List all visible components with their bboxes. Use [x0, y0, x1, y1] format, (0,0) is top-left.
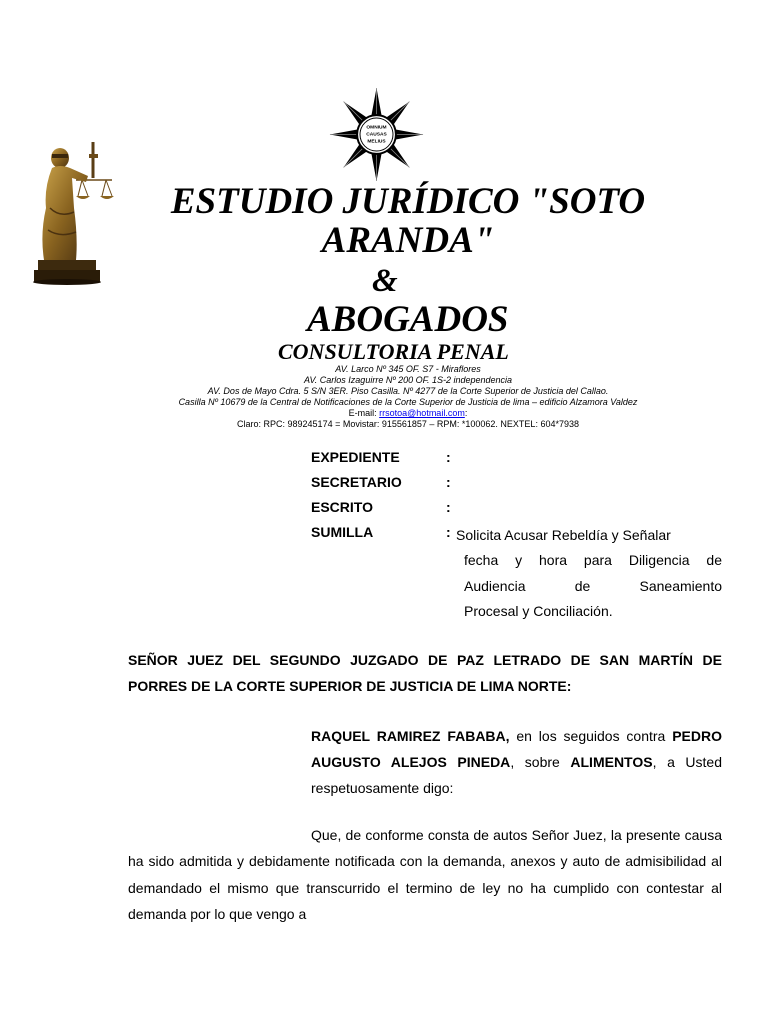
- address-line-1: AV. Larco Nº 345 OF. S7 - Miraflores: [335, 364, 481, 374]
- email-line: [0, 408, 768, 419]
- firm-title-ampersand: &: [372, 263, 398, 299]
- matter-name: ALIMENTOS: [570, 754, 653, 770]
- seal-word-1: OMNIUM: [366, 125, 387, 131]
- firm-title-line-3: ABOGADOS: [307, 299, 509, 340]
- seal-word-2: CAUSAS: [366, 132, 387, 138]
- defendant-name: PEDRO AUGUSTO ALEJOS PINEDA: [311, 728, 722, 770]
- star-seal-logo: [328, 86, 425, 183]
- body-paragraph: Que, de conforme consta de autos Señor Juez, la presente causa ha sido admitida y debidamente notificada con la demanda, anexos y auto de admisibilidad al demandado el mismo que transcurrido el termino de ley no ha cumplido con contestar al demanda por lo que vengo a: [128, 827, 722, 922]
- seal-word-3: MELIUS: [367, 139, 386, 145]
- escrito-colon: :: [446, 499, 451, 515]
- phone-line: Claro: RPC: 989245174 = Movistar: 915561857 – RPM: *100062. NEXTEL: 604*7938: [237, 419, 579, 429]
- address-line-2: AV. Carlos Izaguirre Nº 200 OF. 1S-2 independencia: [303, 375, 513, 385]
- email-label: E-mail:: [348, 408, 380, 418]
- address-line-4: Casilla Nº 10679 de la Central de Notificaciones de la Corte Superior de Justicia de lima – edificio Alzamora Valdez: [178, 397, 638, 407]
- secretario-label: SECRETARIO: [311, 474, 402, 490]
- sumilla-label: SUMILLA: [311, 524, 374, 540]
- escrito-label: ESCRITO: [311, 499, 373, 515]
- sumilla-line-4: Procesal y Conciliación.: [464, 602, 613, 619]
- email-suffix: :: [464, 408, 468, 418]
- sumilla-colon: :: [446, 524, 451, 540]
- firm-title-line-2: ARANDA": [321, 220, 495, 261]
- intro-paragraph: [311, 723, 722, 801]
- intro-text-2: , sobre: [510, 754, 571, 770]
- sumilla-text: [456, 523, 722, 624]
- expediente-colon: :: [446, 449, 451, 465]
- addressee-heading: SEÑOR JUEZ DEL SEGUNDO JUZGADO DE PAZ LETRADO DE SAN MARTÍN DE PORRES DE LA CORTE SUPERIOR DE JUSTICIA DE LIMA NORTE:: [128, 652, 722, 694]
- sumilla-line-1: Solicita Acusar Rebeldía y Señalar: [456, 527, 671, 543]
- firm-subtitle: CONSULTORIA PENAL: [278, 339, 509, 364]
- email-link[interactable]: rrsotoa@hotmail.com: [379, 408, 465, 418]
- sumilla-line-3: Audiencia de Saneamiento: [464, 577, 722, 594]
- intro-text-1: en los seguidos contra: [509, 728, 673, 744]
- address-line-3: AV. Dos de Mayo Cdra. 5 S/N 3ER. Piso Casilla. Nº 4277 de la Corte Superior de Justicia del Callao.: [207, 386, 609, 396]
- expediente-label: EXPEDIENTE: [311, 449, 400, 465]
- intro-text-3: , a Usted respetuosamente digo:: [311, 754, 723, 796]
- plaintiff-name: RAQUEL RAMIREZ FABABA,: [311, 728, 510, 744]
- secretario-colon: :: [446, 474, 451, 490]
- firm-title-line-1: ESTUDIO JURÍDICO "SOTO: [170, 181, 646, 222]
- sumilla-line-2: fecha y hora para Diligencia de: [464, 552, 722, 569]
